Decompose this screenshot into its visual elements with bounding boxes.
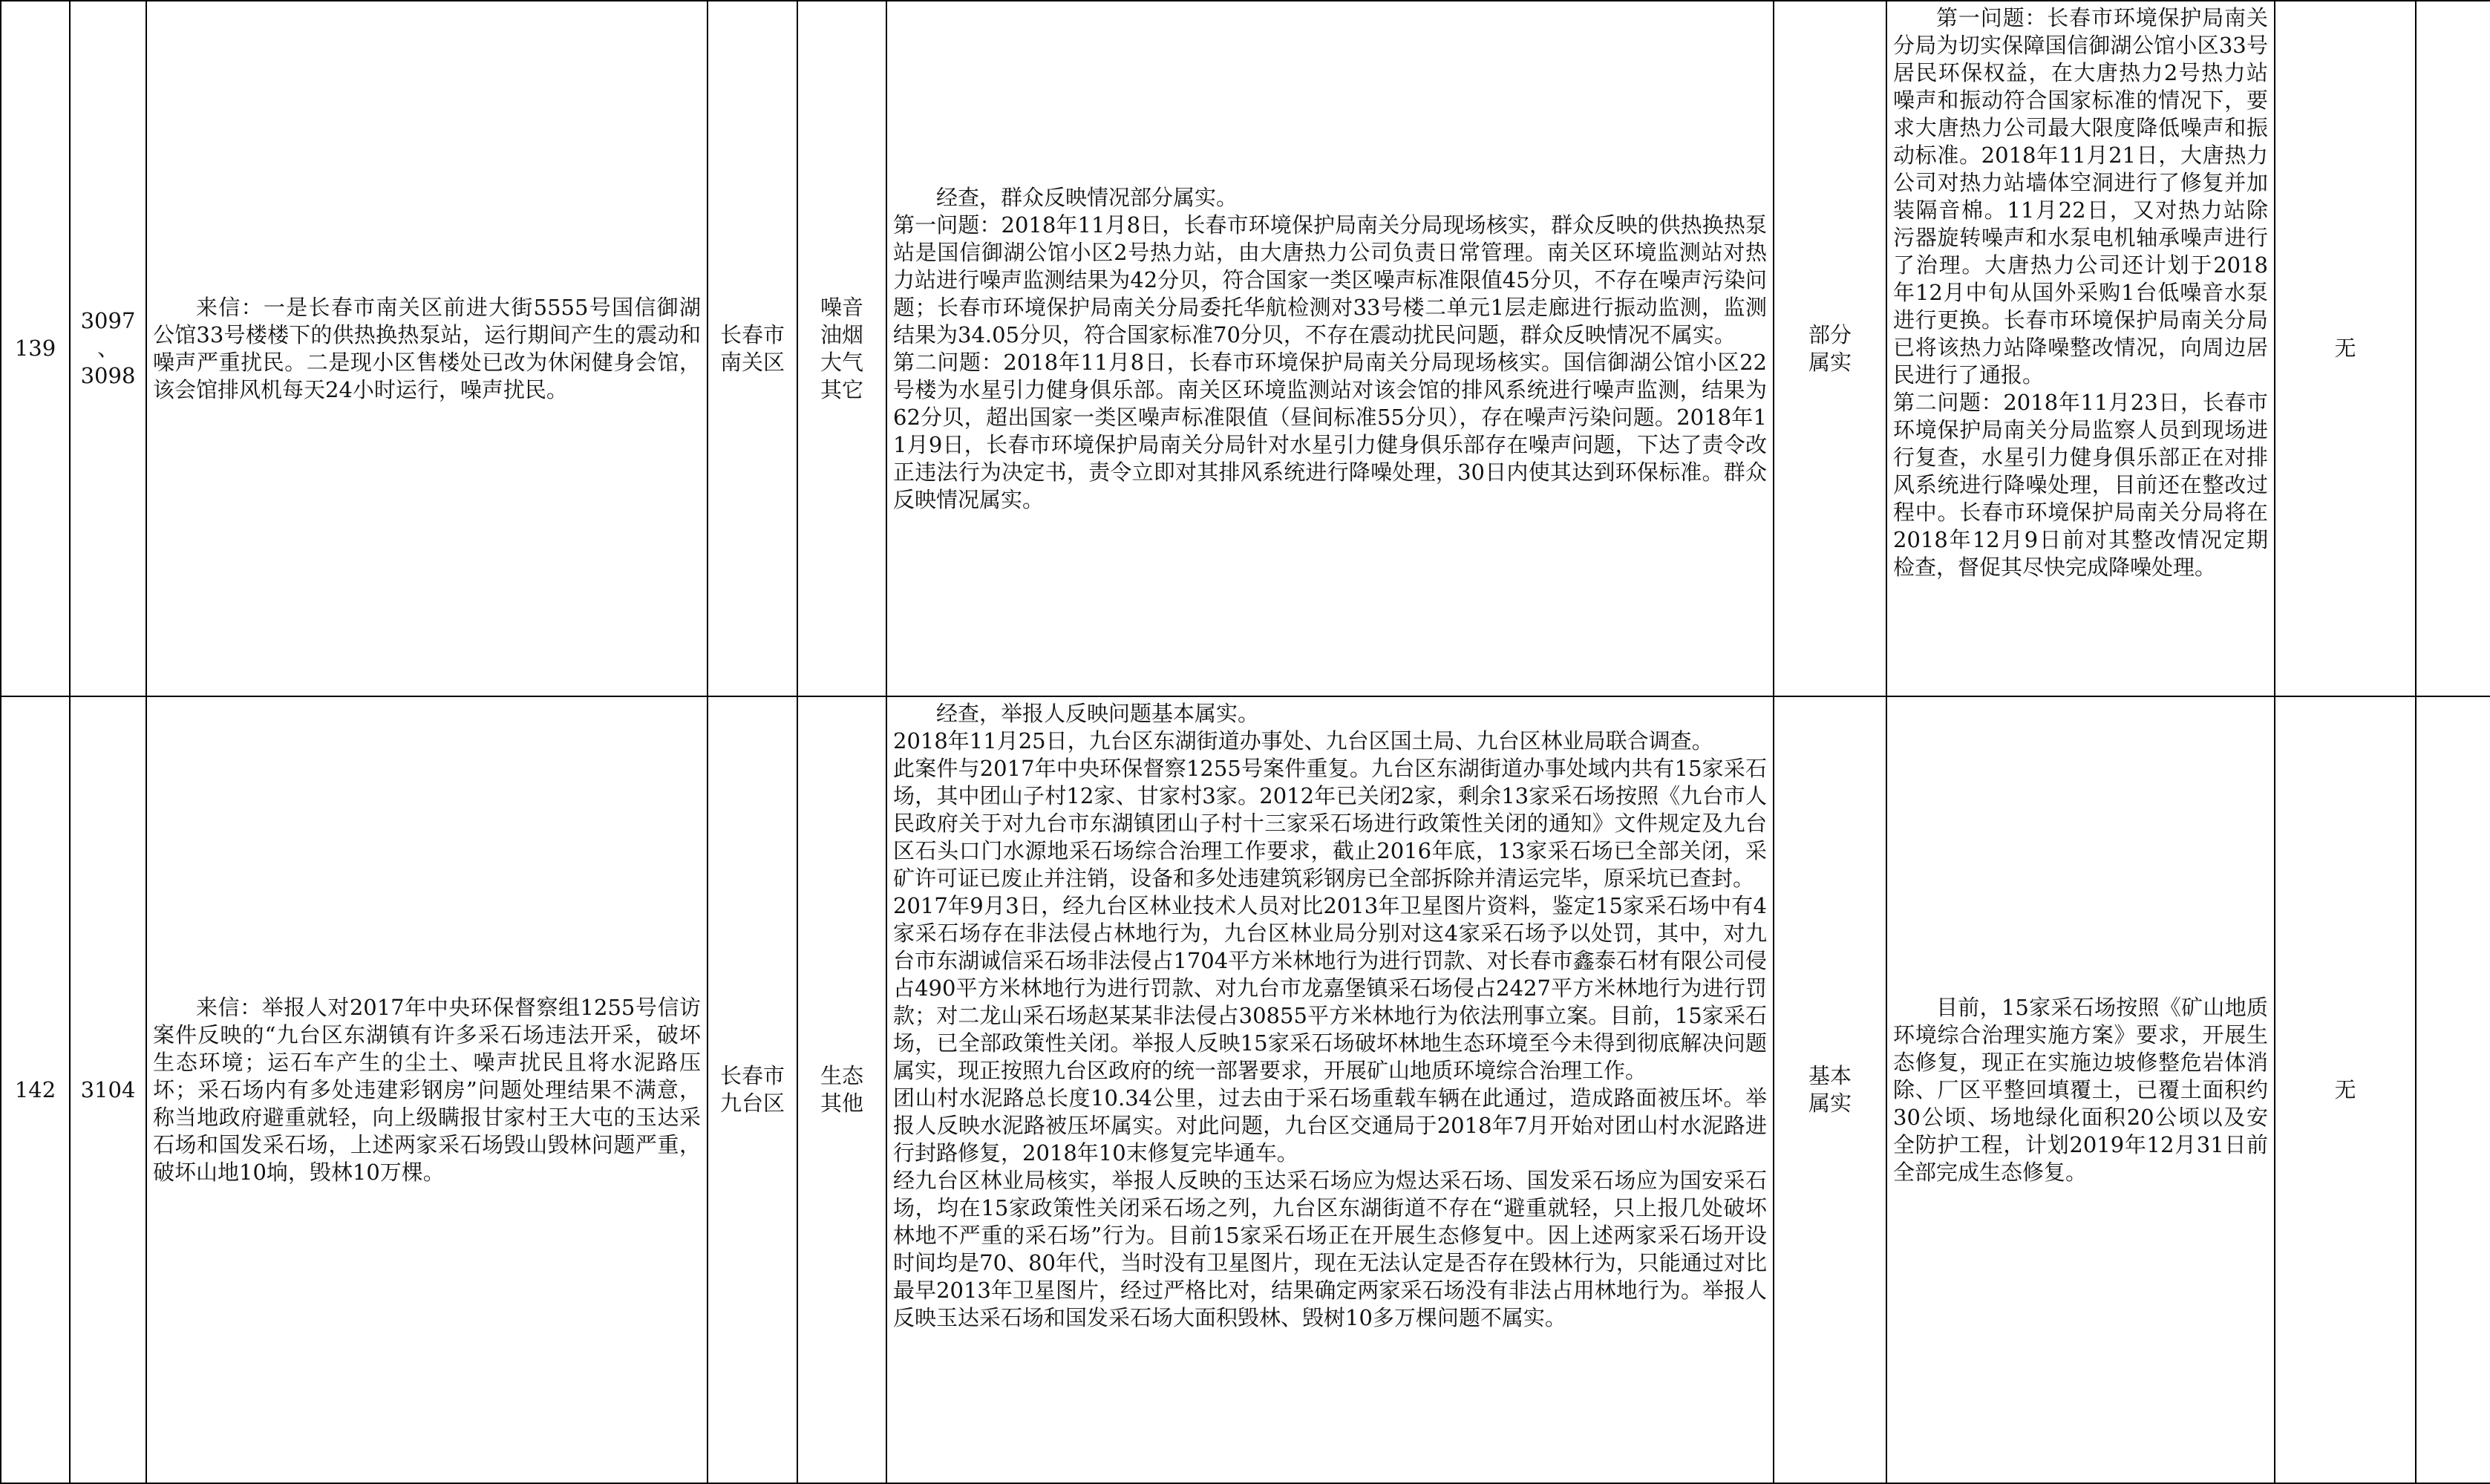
complaint-content-cell: 来信：一是长春市南关区前进大街5555号国信御湖公馆33号楼楼下的供热换热泵站，运行期间产生的震动和噪声严重扰民。二是现小区售楼处已改为休闲健身会馆，该会馆排风机每天24小时运行，噪声扰民。	[146, 1, 708, 696]
pollution-category-cell: 生态 其他	[797, 696, 886, 1483]
handling-rectification-cell: 第一问题：长春市环境保护局南关分局为切实保障国信御湖公馆小区33号居民环保权益，在大唐热力2号热力站噪声和振动符合国家标准的情况下，要求大唐热力公司最大限度降低噪声和振动标准。2018年11月21日，大唐热力公司对热力站墙体空洞进行了修复并加装隔音棉。11月22日，又对热力站除污器旋转噪声和水泵电机轴承噪声进行了治理。大唐热力公司还计划于2018年12月中旬从国外采购1台低噪音水泵进行更换。长春市环境保护局南关分局已将该热力站降噪整改情况，向周边居民进行了通报。 第二问题：2018年11月23日，长春市环境保护局南关分局监察人员到现场进行复查，水星引力健身俱乐部正在对排风系统进行降噪处理，目前还在整改过程中。长春市环境保护局南关分局将在2018年12月9日前对其整改情况定期检查，督促其尽快完成降噪处理。	[1886, 1, 2275, 696]
region-cell: 长春市南关区	[708, 1, 797, 696]
accountability-cell: 无	[2275, 696, 2416, 1483]
table-row	[1, 696, 2490, 1483]
finding-cell: 基本 属实	[1774, 696, 1886, 1483]
accountability-cell: 无	[2275, 1, 2416, 696]
case-number-cell: 3097 、 3098	[70, 1, 146, 696]
region-cell: 长春市九台区	[708, 696, 797, 1483]
verification-result-cell: 经查，举报人反映问题基本属实。 2018年11月25日，九台区东湖街道办事处、九台区国土局、九台区林业局联合调查。 此案件与2017年中央环保督察1255号案件重复。九台区东湖街道办事处域内共有15家采石场，其中团山子村12家、甘家村3家。2012年已关闭2家，剩余13家采石场按照《九台市人民政府关于对九台市东湖镇团山子村十三家采石场进行政策性关闭的通知》文件规定及九台区石头口门水源地采石场综合治理工作要求，截止2016年底，13家采石场已全部关闭，采矿许可证已废止并注销，设备和多处违建筑彩钢房已全部拆除并清运完毕，原采坑已查封。 2017年9月3日，经九台区林业技术人员对比2013年卫星图片资料，鉴定15家采石场中有4家采石场存在非法侵占林地行为，九台区林业局分别对这4家采石场予以处罚，其中，对九台市东湖诚信采石场非法侵占1704平方米林地行为进行罚款、对长春市鑫泰石材有限公司侵占490平方米林地行为进行罚款、对九台市龙嘉堡镇采石场侵占2427平方米林地行为进行罚款；对二龙山采石场赵某某非法侵占30855平方米林地行为依法刑事立案。目前，15家采石场，已全部政策性关闭。举报人反映15家采石场破坏林地生态环境至今未得到彻底解决问题属实，现正按照九台区政府的统一部署要求，开展矿山地质环境综合治理工作。 团山村水泥路总长度10.34公里，过去由于采石场重载车辆在此通过，造成路面被压坏。举报人反映水泥路被压坏属实。对此问题，九台区交通局于2018年7月开始对团山村水泥路进行封路修复，2018年10末修复完毕通车。 经九台区林业局核实，举报人反映的玉达采石场应为煜达采石场、国发采石场应为国安采石场，均在15家政策性关闭采石场之列，九台区东湖街道不存在“避重就轻，只上报几处破坏林地不严重的采石场”行为。目前15家采石场正在开展生态修复中。因上述两家采石场开设时间均是70、80年代，当时没有卫星图片，现在无法认定是否存在毁林行为，只能通过对比最早2013年卫星图片，经过严格比对，结果确定两家采石场没有非法占用林地行为。举报人反映玉达采石场和国发采石场大面积毁林、毁树10多万棵问题不属实。	[886, 696, 1774, 1483]
finding-cell: 部分 属实	[1774, 1, 1886, 696]
table-row	[1, 1, 2490, 696]
verification-result-cell: 经查，群众反映情况部分属实。 第一问题：2018年11月8日，长春市环境保护局南关分局现场核实，群众反映的供热换热泵站是国信御湖公馆小区2号热力站，由大唐热力公司负责日常管理。南关区环境监测站对热力站进行噪声监测结果为42分贝，符合国家一类区噪声标准限值45分贝，不存在噪声污染问题；长春市环境保护局南关分局委托华航检测对33号楼二单元1层走廊进行振动监测，监测结果为34.05分贝，符合国家标准70分贝，不存在震动扰民问题，群众反映情况不属实。 第二问题：2018年11月8日，长春市环境保护局南关分局现场核实。国信御湖公馆小区22号楼为水星引力健身俱乐部。南关区环境监测站对该会馆的排风系统进行噪声监测，结果为62分贝，超出国家一类区噪声标准限值（昼间标准55分贝），存在噪声污染问题。2018年11月9日，长春市环境保护局南关分局针对水星引力健身俱乐部存在噪声问题，下达了责令改正违法行为决定书，责令立即对其排风系统进行降噪处理，30日内使其达到环保标准。群众反映情况属实。	[886, 1, 1774, 696]
handling-rectification-cell: 目前，15家采石场按照《矿山地质环境综合治理实施方案》要求，开展生态修复，现正在实施边坡修整危岩体消除、厂区平整回填覆土，已覆土面积约30公顷、场地绿化面积20公顷以及安全防护工程，计划2019年12月31日前全部完成生态修复。	[1886, 696, 2275, 1483]
pollution-category-cell: 噪音 油烟 大气 其它	[797, 1, 886, 696]
case-number-cell: 3104	[70, 696, 146, 1483]
remark-cell	[2416, 696, 2490, 1483]
complaint-content-cell: 来信：举报人对2017年中央环保督察组1255号信访案件反映的“九台区东湖镇有许多采石场违法开采，破坏生态环境；运石车产生的尘土、噪声扰民且将水泥路压坏；采石场内有多处违建彩钢房”问题处理结果不满意，称当地政府避重就轻，向上级瞒报甘家村王大屯的玉达采石场和国发采石场，上述两家采石场毁山毁林问题严重，破坏山地10垧，毁林10万棵。	[146, 696, 708, 1483]
sequence-number-cell: 142	[1, 696, 70, 1483]
remark-cell	[2416, 1, 2490, 696]
sequence-number-cell: 139	[1, 1, 70, 696]
